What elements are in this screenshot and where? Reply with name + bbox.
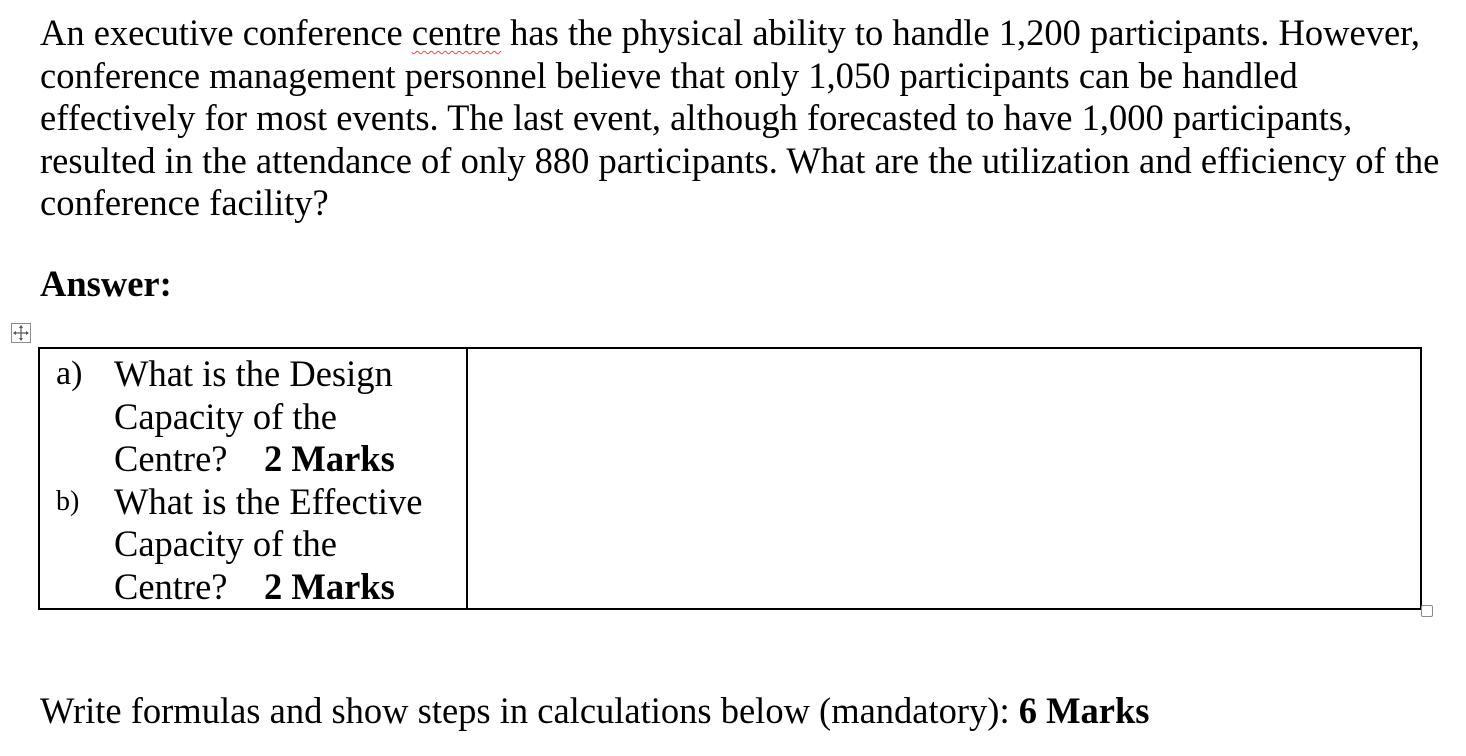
list-item-text — [114, 481, 466, 609]
questions-cell[interactable] — [39, 348, 467, 609]
list-item-text — [114, 353, 466, 481]
question-paragraph — [40, 12, 1440, 225]
question-list — [40, 349, 466, 608]
table-row — [39, 348, 1421, 609]
instructions-marks: 6 Marks — [1018, 690, 1150, 731]
question-text-part2: has the physical ability to handle 1,200 participants. However, conference management personnel believe that only 1,050 participants can be handled effectively for most events. The last event, although forecasted to have 1,000 participants, resulted in the attendance of only 880 participants. What are the utilization and efficiency of the conference facility? — [40, 12, 1440, 223]
question-text-part1: An executive conference — [40, 12, 412, 53]
list-item — [56, 481, 466, 609]
answer-table — [38, 347, 1422, 610]
list-item — [56, 353, 466, 481]
design-capacity-question: What is the Design Capacity of the Centre? — [114, 353, 393, 479]
table-move-handle-icon[interactable] — [11, 323, 31, 343]
answer-heading: Answer: — [40, 263, 172, 304]
effective-capacity-question: What is the Effective Capacity of the Centre? — [114, 480, 423, 607]
list-marker: a) — [56, 355, 83, 392]
spellcheck-flagged-word[interactable]: centre — [411, 12, 502, 53]
marks-label: 2 Marks — [264, 565, 395, 607]
marks-label: 2 Marks — [264, 438, 395, 479]
answer-cell[interactable] — [467, 348, 1421, 609]
instructions-text: Write formulas and show steps in calculations below (mandatory): — [40, 690, 1019, 731]
table-resize-handle-icon[interactable] — [1421, 605, 1433, 617]
list-marker: b) — [56, 485, 80, 517]
instructions-line — [40, 690, 1150, 732]
